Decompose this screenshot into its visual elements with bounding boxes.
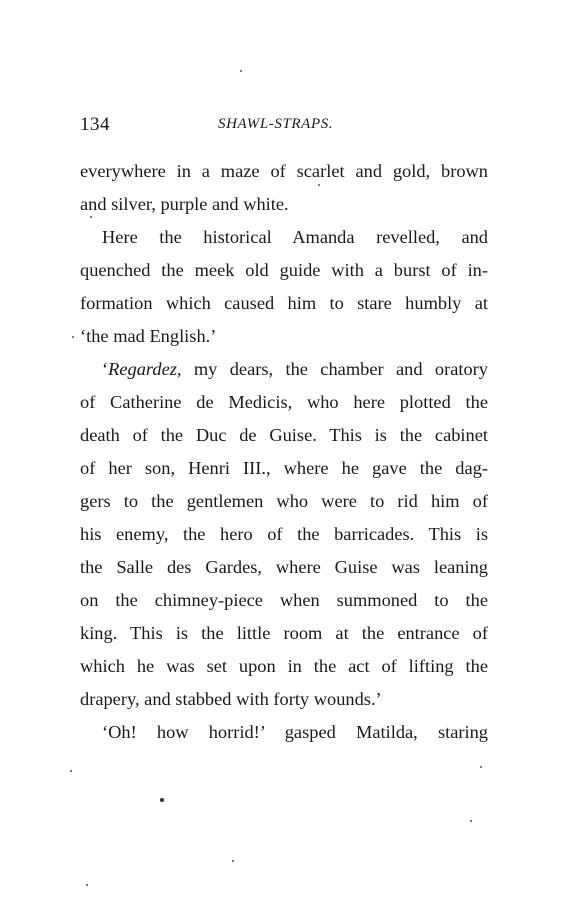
text-line: everywhere in a maze of scarlet and gold, brown [80,161,488,181]
text-line: and silver, purple and white. [80,194,289,214]
text-line: of her son, Henri III., where he gave the dag- [80,458,488,478]
italic-word: Regardez, [108,359,182,379]
text-line: ‘Oh! how horrid!’ gasped Matilda, staring [102,722,488,742]
text-line: of Catherine de Medicis, who here plotted the [80,392,488,412]
text-line: his enemy, the hero of the barricades. This is [80,524,488,544]
speck [240,70,242,72]
speck [160,798,164,802]
text-line: Here the historical Amanda revelled, and [102,227,488,247]
speck [470,820,472,822]
speck [72,336,74,338]
open-quote: ‘ [102,359,109,379]
text-line: quenched the meek old guide with a burst of in- [80,260,488,280]
page-number: 134 [80,114,110,135]
text-line: king. This is the little room at the entrance of [80,623,488,643]
text-line: formation which caused him to stare humbly at [80,293,488,313]
speck [232,860,234,862]
speck [90,216,92,218]
speck [318,184,320,186]
text-line: death of the Duc de Guise. This is the cabinet [80,425,488,445]
line-rest: my dears, the chamber and oratory [181,359,488,379]
text-line: on the chimney-piece when summoned to the [80,590,488,610]
page-header [80,114,488,138]
running-title: SHAWL-STRAPS. [218,116,334,132]
text-line: which he was set upon in the act of lifting the [80,656,488,676]
speck [70,770,72,772]
text-line: drapery, and stabbed with forty wounds.’ [80,689,382,709]
text-line: gers to the gentlemen who were to rid him of [80,491,488,511]
text-line: ‘the mad English.’ [80,326,217,346]
text-line: the Salle des Gardes, where Guise was leaning [80,557,488,577]
speck [86,884,88,886]
text-line [102,359,488,379]
speck [480,766,482,768]
